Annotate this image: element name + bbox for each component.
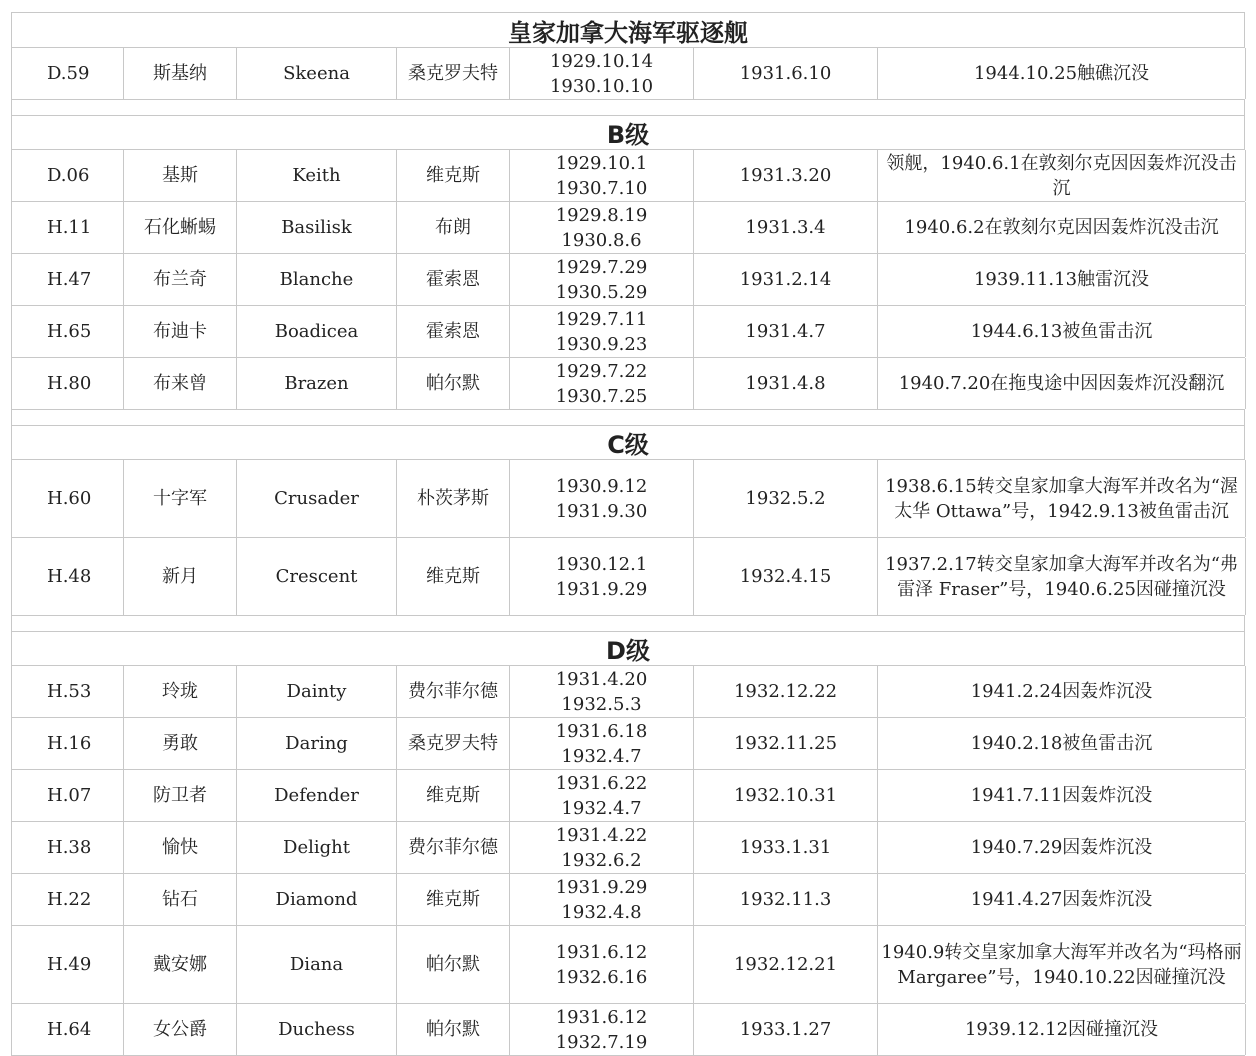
completion-date: 1931.4.7 xyxy=(694,306,878,357)
fate: 1937.2.17转交皇家加拿大海军并改名为“弗雷泽 Fraser”号，1940.6.25因碰撞沉没 xyxy=(878,538,1246,615)
launch-date: 1932.5.3 xyxy=(561,693,642,715)
chinese-name: 石化蜥蜴 xyxy=(124,202,237,253)
launch-date: 1932.6.2 xyxy=(561,849,642,871)
table-row xyxy=(11,48,1245,100)
hull-number: H.65 xyxy=(12,306,124,357)
english-name: Daring xyxy=(237,718,397,769)
section-heading: C级 xyxy=(11,426,1245,460)
date-pair xyxy=(510,822,694,873)
fate: 1939.12.12因碰撞沉没 xyxy=(878,1004,1246,1055)
table-row xyxy=(11,1004,1245,1056)
hull-number: D.59 xyxy=(12,48,124,99)
table-row xyxy=(11,150,1245,202)
completion-date: 1931.4.8 xyxy=(694,358,878,409)
fate: 1941.4.27因轰炸沉没 xyxy=(878,874,1246,925)
completion-date: 1932.10.31 xyxy=(694,770,878,821)
completion-date: 1933.1.27 xyxy=(694,1004,878,1055)
date-pair xyxy=(510,150,694,201)
fate: 1940.2.18被鱼雷击沉 xyxy=(878,718,1246,769)
hull-number: H.49 xyxy=(12,926,124,1003)
launch-date: 1932.6.16 xyxy=(555,966,648,988)
chinese-name: 勇敢 xyxy=(124,718,237,769)
laid-down-date: 1929.7.11 xyxy=(555,308,648,330)
laid-down-date: 1931.6.12 xyxy=(555,941,648,963)
laid-down-date: 1929.7.22 xyxy=(555,360,648,382)
date-pair xyxy=(510,1004,694,1055)
builder: 费尔菲尔德 xyxy=(397,822,510,873)
date-pair xyxy=(510,460,694,537)
english-name: Dainty xyxy=(237,666,397,717)
laid-down-date: 1929.8.19 xyxy=(555,204,648,226)
table-row xyxy=(11,718,1245,770)
completion-date: 1932.11.25 xyxy=(694,718,878,769)
chinese-name: 新月 xyxy=(124,538,237,615)
date-pair xyxy=(510,538,694,615)
date-pair xyxy=(510,202,694,253)
laid-down-date: 1931.4.22 xyxy=(555,824,648,846)
chinese-name: 戴安娜 xyxy=(124,926,237,1003)
fate: 1940.6.2在敦刻尔克因因轰炸沉没击沉 xyxy=(878,202,1246,253)
section-heading: D级 xyxy=(11,632,1245,666)
table-title: 皇家加拿大海军驱逐舰 xyxy=(11,12,1245,48)
table-row xyxy=(11,358,1245,410)
launch-date: 1932.4.7 xyxy=(561,797,642,819)
launch-date: 1930.7.10 xyxy=(555,177,648,199)
english-name: Skeena xyxy=(237,48,397,99)
launch-date: 1931.9.30 xyxy=(555,500,648,522)
completion-date: 1932.11.3 xyxy=(694,874,878,925)
builder: 维克斯 xyxy=(397,150,510,201)
english-name: Keith xyxy=(237,150,397,201)
laid-down-date: 1931.6.12 xyxy=(555,1006,648,1028)
laid-down-date: 1931.6.22 xyxy=(555,772,648,794)
hull-number: H.64 xyxy=(12,1004,124,1055)
table-row xyxy=(11,926,1245,1004)
launch-date: 1930.9.23 xyxy=(555,333,648,355)
english-name: Diamond xyxy=(237,874,397,925)
hull-number: H.80 xyxy=(12,358,124,409)
table-row xyxy=(11,306,1245,358)
builder: 帕尔默 xyxy=(397,358,510,409)
chinese-name: 布迪卡 xyxy=(124,306,237,357)
table-row xyxy=(11,254,1245,306)
fate: 1944.10.25触礁沉没 xyxy=(878,48,1246,99)
laid-down-date: 1929.10.1 xyxy=(555,152,648,174)
laid-down-date: 1931.4.20 xyxy=(555,668,648,690)
completion-date: 1932.12.21 xyxy=(694,926,878,1003)
chinese-name: 防卫者 xyxy=(124,770,237,821)
laid-down-date: 1930.9.12 xyxy=(555,475,648,497)
builder: 帕尔默 xyxy=(397,926,510,1003)
fate: 1940.7.29因轰炸沉没 xyxy=(878,822,1246,873)
hull-number: D.06 xyxy=(12,150,124,201)
completion-date: 1931.3.4 xyxy=(694,202,878,253)
builder: 霍索恩 xyxy=(397,306,510,357)
hull-number: H.16 xyxy=(12,718,124,769)
destroyer-table xyxy=(11,12,1245,1056)
date-pair xyxy=(510,666,694,717)
hull-number: H.22 xyxy=(12,874,124,925)
launch-date: 1930.8.6 xyxy=(561,229,642,251)
completion-date: 1933.1.31 xyxy=(694,822,878,873)
chinese-name: 斯基纳 xyxy=(124,48,237,99)
fate: 1940.7.20在拖曳途中因因轰炸沉没翻沉 xyxy=(878,358,1246,409)
date-pair xyxy=(510,306,694,357)
table-row xyxy=(11,874,1245,926)
builder: 霍索恩 xyxy=(397,254,510,305)
hull-number: H.48 xyxy=(12,538,124,615)
hull-number: H.60 xyxy=(12,460,124,537)
laid-down-date: 1929.10.14 xyxy=(549,50,654,72)
hull-number: H.47 xyxy=(12,254,124,305)
builder: 维克斯 xyxy=(397,538,510,615)
completion-date: 1931.3.20 xyxy=(694,150,878,201)
date-pair xyxy=(510,358,694,409)
date-pair xyxy=(510,718,694,769)
hull-number: H.11 xyxy=(12,202,124,253)
completion-date: 1932.5.2 xyxy=(694,460,878,537)
table-row xyxy=(11,822,1245,874)
launch-date: 1932.7.19 xyxy=(555,1031,648,1053)
fate: 1938.6.15转交皇家加拿大海军并改名为“渥太华 Ottawa”号，1942.9.13被鱼雷击沉 xyxy=(878,460,1246,537)
builder: 维克斯 xyxy=(397,770,510,821)
date-pair xyxy=(510,48,694,99)
chinese-name: 布来曾 xyxy=(124,358,237,409)
date-pair xyxy=(510,770,694,821)
launch-date: 1932.4.8 xyxy=(561,901,642,923)
hull-number: H.38 xyxy=(12,822,124,873)
table-row xyxy=(11,202,1245,254)
completion-date: 1932.12.22 xyxy=(694,666,878,717)
english-name: Duchess xyxy=(237,1004,397,1055)
chinese-name: 布兰奇 xyxy=(124,254,237,305)
fate: 1944.6.13被鱼雷击沉 xyxy=(878,306,1246,357)
launch-date: 1930.7.25 xyxy=(555,385,648,407)
launch-date: 1930.5.29 xyxy=(555,281,648,303)
section-spacer xyxy=(11,410,1245,426)
laid-down-date: 1930.12.1 xyxy=(555,553,648,575)
laid-down-date: 1931.9.29 xyxy=(555,876,648,898)
launch-date: 1931.9.29 xyxy=(555,578,648,600)
date-pair xyxy=(510,926,694,1003)
builder: 朴茨茅斯 xyxy=(397,460,510,537)
launch-date: 1932.4.7 xyxy=(561,745,642,767)
section-spacer xyxy=(11,616,1245,632)
fate: 1941.2.24因轰炸沉没 xyxy=(878,666,1246,717)
hull-number: H.53 xyxy=(12,666,124,717)
table-row xyxy=(11,770,1245,822)
builder: 维克斯 xyxy=(397,874,510,925)
chinese-name: 钻石 xyxy=(124,874,237,925)
hull-number: H.07 xyxy=(12,770,124,821)
fate: 1941.7.11因轰炸沉没 xyxy=(878,770,1246,821)
date-pair xyxy=(510,874,694,925)
section-heading: B级 xyxy=(11,116,1245,150)
english-name: Basilisk xyxy=(237,202,397,253)
chinese-name: 十字军 xyxy=(124,460,237,537)
builder: 桑克罗夫特 xyxy=(397,48,510,99)
table-row xyxy=(11,666,1245,718)
completion-date: 1932.4.15 xyxy=(694,538,878,615)
laid-down-date: 1929.7.29 xyxy=(555,256,648,278)
chinese-name: 女公爵 xyxy=(124,1004,237,1055)
fate: 1940.9转交皇家加拿大海军并改名为“玛格丽 Margaree”号，1940.10.22因碰撞沉没 xyxy=(878,926,1246,1003)
table-row xyxy=(11,460,1245,538)
fate: 领舰，1940.6.1在敦刻尔克因因轰炸沉没击沉 xyxy=(878,150,1246,201)
completion-date: 1931.2.14 xyxy=(694,254,878,305)
date-pair xyxy=(510,254,694,305)
section-spacer xyxy=(11,100,1245,116)
launch-date: 1930.10.10 xyxy=(549,75,654,97)
table-row xyxy=(11,538,1245,616)
laid-down-date: 1931.6.18 xyxy=(555,720,648,742)
english-name: Crusader xyxy=(237,460,397,537)
english-name: Brazen xyxy=(237,358,397,409)
builder: 费尔菲尔德 xyxy=(397,666,510,717)
builder: 帕尔默 xyxy=(397,1004,510,1055)
chinese-name: 玲珑 xyxy=(124,666,237,717)
fate: 1939.11.13触雷沉没 xyxy=(878,254,1246,305)
english-name: Delight xyxy=(237,822,397,873)
english-name: Boadicea xyxy=(237,306,397,357)
chinese-name: 基斯 xyxy=(124,150,237,201)
english-name: Diana xyxy=(237,926,397,1003)
builder: 布朗 xyxy=(397,202,510,253)
chinese-name: 愉快 xyxy=(124,822,237,873)
builder: 桑克罗夫特 xyxy=(397,718,510,769)
english-name: Blanche xyxy=(237,254,397,305)
english-name: Crescent xyxy=(237,538,397,615)
completion-date: 1931.6.10 xyxy=(694,48,878,99)
english-name: Defender xyxy=(237,770,397,821)
